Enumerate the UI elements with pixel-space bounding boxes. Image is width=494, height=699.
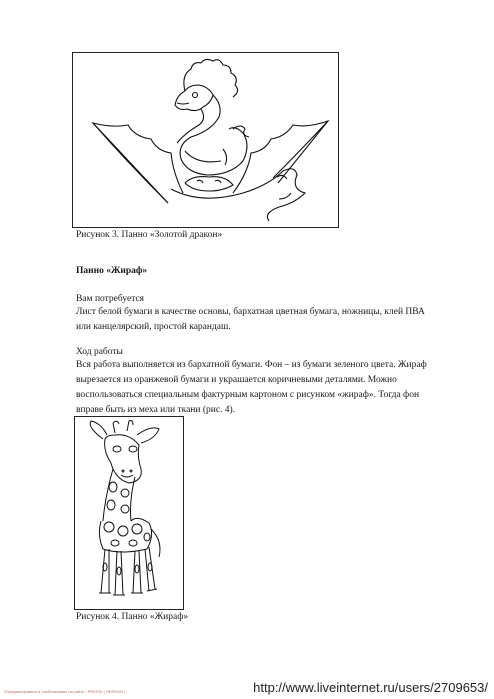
- giraffe-drawing: [75, 417, 183, 609]
- figure4-caption: Рисунок 4. Панно «Жираф»: [76, 612, 189, 622]
- process-text-line-2: вырезается из оранжевой бумаги и украшается коричневыми деталями. Можно: [76, 375, 397, 385]
- process-text-line-1: Вся работа выполняется из бархатной бумаги. Фон – из бумаги зеленого цвета. Жираф: [76, 360, 427, 370]
- footer-url[interactable]: http://www.liveinternet.ru/users/2709653/: [253, 680, 488, 695]
- materials-text-line-1: Лист белой бумаги в качестве основы, бархатная цветная бумага, ножницы, клей ПВА: [76, 307, 425, 317]
- footer-note: Отредактировано и опубликовано на сайте : PRESSI ( HERSON ): [4, 689, 126, 694]
- giraffe-figure: [74, 416, 184, 610]
- dragon-drawing: [73, 53, 338, 227]
- materials-heading: Вам потребуется: [76, 294, 145, 304]
- dragon-figure: [72, 52, 339, 228]
- process-heading: Ход работы: [76, 347, 123, 357]
- section-title: Панно «Жираф»: [76, 266, 148, 276]
- process-text-line-3: воспользоваться специальным фактурным картоном с рисунком «жираф». Тогда фон: [76, 390, 420, 400]
- materials-text-line-2: или канцелярский, простой карандаш.: [76, 322, 231, 332]
- figure3-caption: Рисунок 3. Панно «Золотой дракон»: [76, 230, 223, 240]
- process-text-line-4: вправе быть из меха или ткани (рис. 4).: [76, 405, 236, 415]
